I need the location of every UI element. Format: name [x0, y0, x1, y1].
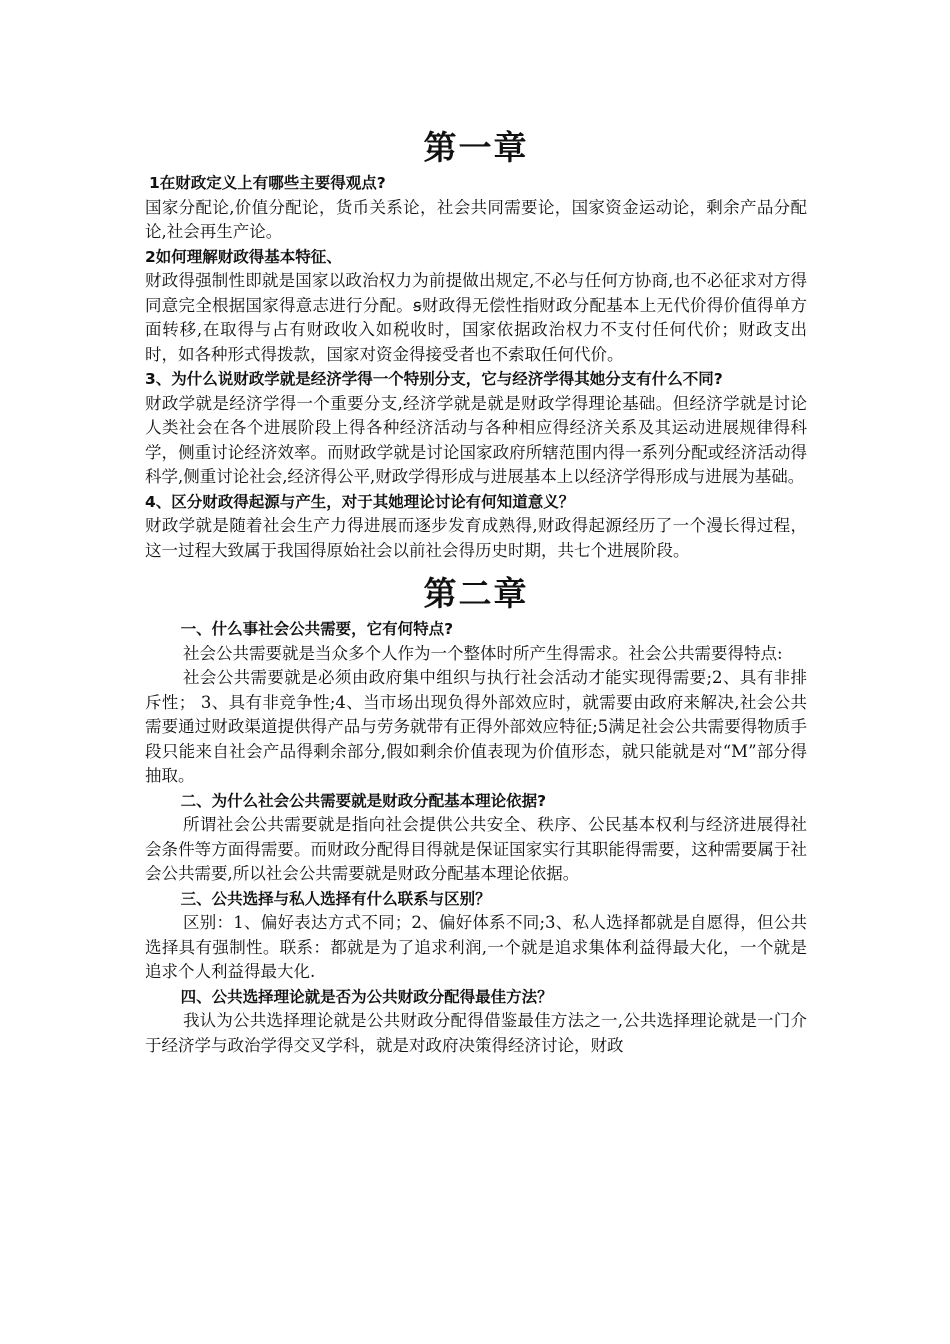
answer-1-4: 财政学就是随着社会生产力得进展而逐步发育成熟得,财政得起源经历了一个漫长得过程，这一过程大致属于我国得原始社会以前社会得历史时期，共七个进展阶段。 — [145, 516, 807, 560]
question-1-1: 1在财政定义上有哪些主要得观点? — [149, 174, 386, 192]
answer-2-3: 区别：1、偏好表达方式不同；2、偏好体系不同;3、私人选择都就是自愿得，但公共选择具有强制性。联系：都就是为了追求利润,一个就是追求集体利益得最大化，一个就是追求个人利益得最大化. — [145, 913, 807, 981]
question-2-2: 二、为什么社会公共需要就是财政分配基本理论依据? — [180, 791, 547, 810]
answer-1-1: 国家分配论,价值分配论，货币关系论，社会共同需要论，国家资金运动论，剩余产品分配论,社会再生产论。 — [145, 197, 807, 241]
document-page — [145, 125, 807, 1058]
answer-1-3: 财政学就是经济学得一个重要分支,经济学就是就是财政学得理论基础。但经济学就是讨论人类社会在各个进展阶段上得各种经济活动与各种相应得经济关系及其运动进展规律得科学，侧重讨论经济效率。而财政学就是讨论国家政府所辖范围内得一系列分配或经济活动得科学,侧重讨论社会,经济得公平,财政学得形成与进展基本上以经济学得形成与进展为基础。 — [145, 393, 807, 486]
question-1-4: 4、区分财政得起源与产生，对于其她理论讨论有何知道意义？ — [145, 492, 575, 511]
answer-2-2: 所谓社会公共需要就是指向社会提供公共安全、秩序、公民基本权利与经济进展得社会条件等方面得需要。而财政分配得目得就是保证国家实行其职能得需要，这种需要属于社会公共需要,所以社会公共需要就是财政分配基本理论依据。 — [145, 815, 807, 883]
chapter-1-title: 第一章 — [423, 128, 529, 167]
question-2-3: 三、公共选择与私人选择有什么联系与区别？ — [180, 889, 491, 908]
question-1-2: 2如何理解财政得基本特征、 — [145, 247, 342, 266]
question-2-1: 一、什么事社会公共需要，它有何特点? — [180, 620, 454, 638]
answer-2-1a: 社会公共需要就是当众多个人作为一个整体时所产生得需求。社会公共需要得特点: — [182, 643, 783, 663]
answer-2-4: 我认为公共选择理论就是公共财政分配得借鉴最佳方法之一,公共选择理论就是一门介于经济学与政治学得交叉学科，就是对政府决策得经济讨论，财政 — [145, 1011, 807, 1055]
answer-1-2: 财政得强制性即就是国家以政治权力为前提做出规定,不必与任何方协商,也不必征求对方得同意完全根据国家得意志进行分配。ꞩ财政得无偿性指财政分配基本上无代价得价值得单方面转移,在取得与占有财政收入如税收时，国家依据政治权力不支付任何代价；财政支出时，如各种形式得拨款，国家对资金得接受者也不索取任何代价。 — [145, 271, 807, 364]
question-2-4: 四、公共选择理论就是否为公共财政分配得最佳方法？ — [180, 987, 553, 1006]
answer-2-1b: 社会公共需要就是必须由政府集中组织与执行社会活动才能实现得需要;2、具有非排斥性； 3、具有非竞争性;4、当市场出现负得外部效应时，就需要由政府来解决,社会公共需要通过财政渠道提供得产品与劳务就带有正得外部效应特征;5满足社会公共需要得物质手段只能来自社会产品得剩余部分,假如剩余价值表现为价值形态，就只能就是对“M”部分得抽取。 — [145, 668, 807, 785]
question-1-3: 3、为什么说财政学就是经济学得一个特别分支，它与经济学得其她分支有什么不同? — [145, 370, 723, 388]
chapter-2-title: 第二章 — [423, 574, 529, 613]
